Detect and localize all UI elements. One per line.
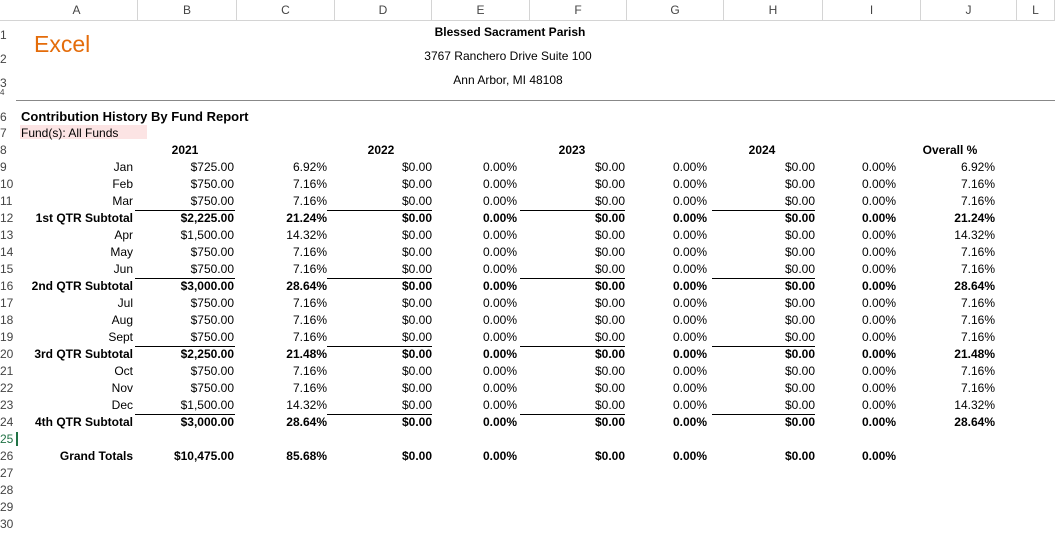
- cell-overall[interactable]: 28.64%: [954, 415, 995, 429]
- cell-p2022[interactable]: 0.00%: [482, 177, 517, 191]
- cell-y2023[interactable]: $0.00: [594, 160, 625, 174]
- cell-p2024[interactable]: 0.00%: [861, 415, 896, 429]
- cell-y2024[interactable]: $0.00: [784, 279, 815, 293]
- cell-p2022[interactable]: 0.00%: [482, 194, 517, 208]
- row-header-13[interactable]: 13: [0, 228, 14, 242]
- cell-p2024[interactable]: 0.00%: [861, 279, 896, 293]
- cell-y2021[interactable]: $3,000.00: [180, 415, 234, 429]
- column-header-c[interactable]: C: [237, 0, 335, 20]
- cell-y2024[interactable]: $0.00: [784, 194, 815, 208]
- year-header-2023: 2023: [558, 143, 586, 157]
- cell-p2021[interactable]: 7.16%: [292, 245, 327, 259]
- cell-label[interactable]: Dec: [111, 398, 133, 412]
- cell-p2024[interactable]: 0.00%: [861, 398, 896, 412]
- year-header-2022: 2022: [367, 143, 395, 157]
- cell-p2022[interactable]: 0.00%: [482, 415, 517, 429]
- cell-p2021[interactable]: 7.16%: [292, 381, 327, 395]
- column-header-d[interactable]: D: [335, 0, 432, 20]
- row-header-9[interactable]: 9: [0, 160, 7, 174]
- cell-y2022[interactable]: $0.00: [401, 296, 432, 310]
- cell-y2024[interactable]: $0.00: [784, 296, 815, 310]
- cell-overall[interactable]: 7.16%: [960, 313, 995, 327]
- cell-y2023[interactable]: $0.00: [594, 211, 625, 225]
- cell-p2022[interactable]: 0.00%: [482, 296, 517, 310]
- row-header-17[interactable]: 17: [0, 296, 14, 310]
- cell-p2022[interactable]: 0.00%: [482, 211, 517, 225]
- cell-y2021[interactable]: $750.00: [190, 381, 234, 395]
- cell-y2021[interactable]: $750.00: [190, 364, 234, 378]
- column-header-g[interactable]: G: [627, 0, 724, 20]
- cell-y2023[interactable]: $0.00: [594, 364, 625, 378]
- cell-y2022[interactable]: $0.00: [401, 381, 432, 395]
- cell-p2023[interactable]: 0.00%: [672, 398, 707, 412]
- cell-p2024[interactable]: 0.00%: [861, 245, 896, 259]
- cell-y2022[interactable]: $0.00: [401, 347, 432, 361]
- column-header-j[interactable]: J: [921, 0, 1017, 20]
- cell-y2023[interactable]: $0.00: [594, 228, 625, 242]
- cell-y2021[interactable]: $1,500.00: [180, 228, 234, 242]
- cell-y2021[interactable]: $750.00: [190, 330, 234, 344]
- row-header-30[interactable]: 30: [0, 517, 14, 531]
- cell-p2022[interactable]: 0.00%: [482, 381, 517, 395]
- cell-label[interactable]: 3rd QTR Subtotal: [34, 347, 133, 361]
- cell-overall[interactable]: 7.16%: [960, 364, 995, 378]
- row-header-6[interactable]: 6: [0, 110, 7, 124]
- cell-y2021[interactable]: $750.00: [190, 296, 234, 310]
- cell-y2024[interactable]: $0.00: [784, 177, 815, 191]
- fund-filter-label: Fund(s): All Funds: [21, 126, 119, 140]
- cell-y2021[interactable]: $725.00: [190, 160, 234, 174]
- cell-p2023[interactable]: 0.00%: [672, 330, 707, 344]
- cell-p2024[interactable]: 0.00%: [861, 228, 896, 242]
- row-header-14[interactable]: 14: [0, 245, 14, 259]
- cell-p2023[interactable]: 0.00%: [672, 381, 707, 395]
- cell-label[interactable]: Sept: [108, 330, 133, 344]
- column-header-a[interactable]: A: [16, 0, 138, 20]
- row-header-4[interactable]: 4: [0, 88, 5, 97]
- cell-p2023[interactable]: 0.00%: [672, 262, 707, 276]
- cell-label[interactable]: Feb: [112, 177, 133, 191]
- excel-logo-text: Excel: [34, 31, 91, 57]
- cell-p2024[interactable]: 0.00%: [861, 160, 896, 174]
- row-header-28[interactable]: 28: [0, 483, 14, 497]
- cell-y2021[interactable]: $750.00: [190, 313, 234, 327]
- row-header-23[interactable]: 23: [0, 398, 14, 412]
- cell-p2023[interactable]: 0.00%: [672, 364, 707, 378]
- row-header-20[interactable]: 20: [0, 347, 14, 361]
- cell-overall[interactable]: 6.92%: [960, 160, 995, 174]
- row-header-19[interactable]: 19: [0, 330, 14, 344]
- cell-grand-y2023[interactable]: $0.00: [594, 449, 625, 463]
- cell-overall[interactable]: 14.32%: [954, 398, 995, 412]
- cell-y2022[interactable]: $0.00: [401, 228, 432, 242]
- cell-y2021[interactable]: $2,225.00: [180, 211, 234, 225]
- cell-p2024[interactable]: 0.00%: [861, 381, 896, 395]
- cell-y2021[interactable]: $3,000.00: [180, 279, 234, 293]
- cell-grand-p2024[interactable]: 0.00%: [861, 449, 896, 463]
- cell-p2023[interactable]: 0.00%: [672, 279, 707, 293]
- cell-p2022[interactable]: 0.00%: [482, 228, 517, 242]
- org-address-line2: Ann Arbor, MI 48108: [453, 73, 563, 87]
- overall-percent-header: Overall %: [922, 143, 978, 157]
- cell-p2021[interactable]: 7.16%: [292, 313, 327, 327]
- cell-p2023[interactable]: 0.00%: [672, 160, 707, 174]
- cell-p2021[interactable]: 6.92%: [292, 160, 327, 174]
- cell-p2024[interactable]: 0.00%: [861, 177, 896, 191]
- cell-grand-y2021[interactable]: $10,475.00: [173, 449, 234, 463]
- cell-overall[interactable]: 7.16%: [960, 245, 995, 259]
- cell-grand-p2022[interactable]: 0.00%: [482, 449, 517, 463]
- header-divider: [16, 100, 1055, 101]
- cell-p2024[interactable]: 0.00%: [861, 262, 896, 276]
- cell-p2024[interactable]: 0.00%: [861, 364, 896, 378]
- cell-y2022[interactable]: $0.00: [401, 279, 432, 293]
- report-title: Contribution History By Fund Report: [21, 109, 249, 124]
- column-header-h[interactable]: H: [724, 0, 823, 20]
- row-header-25[interactable]: 25: [0, 432, 18, 446]
- cell-label[interactable]: Jun: [113, 262, 133, 276]
- cell-label[interactable]: Jul: [117, 296, 133, 310]
- cell-y2021[interactable]: $1,500.00: [180, 398, 234, 412]
- cell-p2021[interactable]: 14.32%: [286, 398, 327, 412]
- cell-y2022[interactable]: $0.00: [401, 160, 432, 174]
- cell-p2021[interactable]: 7.16%: [292, 296, 327, 310]
- cell-grand-p2021[interactable]: 85.68%: [286, 449, 327, 463]
- cell-p2021[interactable]: 7.16%: [292, 194, 327, 208]
- row-header-26[interactable]: 26: [0, 449, 14, 463]
- cell-p2023[interactable]: 0.00%: [672, 177, 707, 191]
- cell-p2021[interactable]: 14.32%: [286, 228, 327, 242]
- row-header-7[interactable]: 7: [0, 126, 7, 140]
- cell-label[interactable]: Mar: [112, 194, 133, 208]
- cell-p2023[interactable]: 0.00%: [672, 347, 707, 361]
- cell-p2024[interactable]: 0.00%: [861, 194, 896, 208]
- cell-y2024[interactable]: $0.00: [784, 415, 815, 429]
- org-address-line1: 3767 Ranchero Drive Suite 100: [424, 49, 592, 63]
- cell-y2024[interactable]: $0.00: [784, 211, 815, 225]
- cell-p2022[interactable]: 0.00%: [482, 347, 517, 361]
- cell-p2021[interactable]: 28.64%: [286, 279, 327, 293]
- org-name: Blessed Sacrament Parish: [434, 25, 586, 39]
- cell-y2022[interactable]: $0.00: [401, 313, 432, 327]
- cell-y2023[interactable]: $0.00: [594, 262, 625, 276]
- column-header-e[interactable]: E: [432, 0, 530, 20]
- cell-label[interactable]: May: [110, 245, 133, 259]
- cell-y2023[interactable]: $0.00: [594, 381, 625, 395]
- cell-y2023[interactable]: $0.00: [594, 415, 625, 429]
- cell-y2021[interactable]: $2,250.00: [180, 347, 234, 361]
- row-header-11[interactable]: 11: [0, 194, 13, 208]
- column-header-l[interactable]: L: [1017, 0, 1055, 20]
- cell-p2021[interactable]: 21.48%: [286, 347, 327, 361]
- cell-overall[interactable]: 7.16%: [960, 381, 995, 395]
- column-header-i[interactable]: I: [823, 0, 921, 20]
- cell-y2024[interactable]: $0.00: [784, 364, 815, 378]
- cell-p2022[interactable]: 0.00%: [482, 330, 517, 344]
- row-header-16[interactable]: 16: [0, 279, 14, 293]
- row-header-27[interactable]: 27: [0, 466, 14, 480]
- cell-overall[interactable]: 7.16%: [960, 194, 995, 208]
- cell-y2024[interactable]: $0.00: [784, 262, 815, 276]
- row-header-2[interactable]: 2: [0, 52, 7, 66]
- cell-y2022[interactable]: $0.00: [401, 177, 432, 191]
- cell-y2024[interactable]: $0.00: [784, 347, 815, 361]
- cell-y2021[interactable]: $750.00: [190, 262, 234, 276]
- cell-p2021[interactable]: 28.64%: [286, 415, 327, 429]
- cell-p2022[interactable]: 0.00%: [482, 245, 517, 259]
- cell-y2023[interactable]: $0.00: [594, 194, 625, 208]
- cell-p2023[interactable]: 0.00%: [672, 245, 707, 259]
- cell-p2024[interactable]: 0.00%: [861, 211, 896, 225]
- cell-p2023[interactable]: 0.00%: [672, 415, 707, 429]
- cell-label[interactable]: 2nd QTR Subtotal: [31, 279, 133, 293]
- cell-p2023[interactable]: 0.00%: [672, 313, 707, 327]
- cell-p2021[interactable]: 7.16%: [292, 330, 327, 344]
- cell-overall[interactable]: 21.48%: [954, 347, 995, 361]
- cell-overall[interactable]: 7.16%: [960, 330, 995, 344]
- row-header-12[interactable]: 12: [0, 211, 14, 225]
- column-header-bar: [0, 0, 1055, 21]
- cell-y2024[interactable]: $0.00: [784, 330, 815, 344]
- cell-y2023[interactable]: $0.00: [594, 296, 625, 310]
- cell-p2022[interactable]: 0.00%: [482, 364, 517, 378]
- cell-overall[interactable]: 14.32%: [954, 228, 995, 242]
- cell-p2021[interactable]: 7.16%: [292, 262, 327, 276]
- year-header-2021: 2021: [171, 143, 199, 157]
- year-header-2024: 2024: [748, 143, 776, 157]
- cell-y2024[interactable]: $0.00: [784, 381, 815, 395]
- cell-y2021[interactable]: $750.00: [190, 245, 234, 259]
- cell-p2022[interactable]: 0.00%: [482, 279, 517, 293]
- cell-p2022[interactable]: 0.00%: [482, 262, 517, 276]
- cell-overall[interactable]: 21.24%: [954, 211, 995, 225]
- row-header-18[interactable]: 18: [0, 313, 14, 327]
- cell-y2021[interactable]: $750.00: [190, 177, 234, 191]
- cell-grand-y2024[interactable]: $0.00: [784, 449, 815, 463]
- cell-overall[interactable]: 28.64%: [954, 279, 995, 293]
- cell-y2022[interactable]: $0.00: [401, 330, 432, 344]
- cell-y2024[interactable]: $0.00: [784, 228, 815, 242]
- cell-p2023[interactable]: 0.00%: [672, 296, 707, 310]
- cell-y2023[interactable]: $0.00: [594, 245, 625, 259]
- row-header-22[interactable]: 22: [0, 381, 14, 395]
- cell-p2022[interactable]: 0.00%: [482, 398, 517, 412]
- row-header-29[interactable]: 29: [0, 500, 14, 514]
- cell-y2022[interactable]: $0.00: [401, 194, 432, 208]
- cell-y2024[interactable]: $0.00: [784, 398, 815, 412]
- cell-y2021[interactable]: $750.00: [190, 194, 234, 208]
- row-header-1[interactable]: 1: [0, 28, 7, 42]
- cell-p2024[interactable]: 0.00%: [861, 330, 896, 344]
- cell-label[interactable]: Oct: [114, 364, 133, 378]
- column-header-f[interactable]: F: [530, 0, 627, 20]
- cell-p2021[interactable]: 7.16%: [292, 177, 327, 191]
- cell-label[interactable]: Nov: [111, 381, 133, 395]
- cell-overall[interactable]: 7.16%: [960, 296, 995, 310]
- cell-p2024[interactable]: 0.00%: [861, 296, 896, 310]
- cell-p2024[interactable]: 0.00%: [861, 347, 896, 361]
- cell-y2022[interactable]: $0.00: [401, 245, 432, 259]
- cell-y2023[interactable]: $0.00: [594, 398, 625, 412]
- row-header-8[interactable]: 8: [0, 143, 7, 157]
- cell-y2024[interactable]: $0.00: [784, 160, 815, 174]
- cell-grand-p2023[interactable]: 0.00%: [672, 449, 707, 463]
- cell-y2023[interactable]: $0.00: [594, 279, 625, 293]
- cell-overall[interactable]: 7.16%: [960, 262, 995, 276]
- cell-p2021[interactable]: 21.24%: [286, 211, 327, 225]
- cell-grand-y2022[interactable]: $0.00: [401, 449, 432, 463]
- cell-p2023[interactable]: 0.00%: [672, 211, 707, 225]
- row-header-3[interactable]: 3: [0, 76, 7, 90]
- cell-y2022[interactable]: $0.00: [401, 364, 432, 378]
- cell-y2023[interactable]: $0.00: [594, 313, 625, 327]
- row-header-24[interactable]: 24: [0, 415, 14, 429]
- cell-y2023[interactable]: $0.00: [594, 177, 625, 191]
- cell-label[interactable]: Aug: [111, 313, 133, 327]
- row-header-15[interactable]: 15: [0, 262, 14, 276]
- cell-y2022[interactable]: $0.00: [401, 415, 432, 429]
- cell-p2023[interactable]: 0.00%: [672, 194, 707, 208]
- cell-label[interactable]: 1st QTR Subtotal: [35, 211, 133, 225]
- cell-y2022[interactable]: $0.00: [401, 398, 432, 412]
- cell-p2022[interactable]: 0.00%: [482, 313, 517, 327]
- cell-y2024[interactable]: $0.00: [784, 313, 815, 327]
- cell-y2024[interactable]: $0.00: [784, 245, 815, 259]
- cell-label[interactable]: Jan: [113, 160, 133, 174]
- cell-grand-label[interactable]: Grand Totals: [59, 449, 133, 463]
- cell-label[interactable]: Apr: [114, 228, 133, 242]
- row-header-10[interactable]: 10: [0, 177, 14, 191]
- cell-p2021[interactable]: 7.16%: [292, 364, 327, 378]
- cell-y2023[interactable]: $0.00: [594, 347, 625, 361]
- cell-label[interactable]: 4th QTR Subtotal: [35, 415, 133, 429]
- cell-y2023[interactable]: $0.00: [594, 330, 625, 344]
- cell-overall[interactable]: 7.16%: [960, 177, 995, 191]
- cell-y2022[interactable]: $0.00: [401, 262, 432, 276]
- cell-p2022[interactable]: 0.00%: [482, 160, 517, 174]
- column-header-b[interactable]: B: [138, 0, 237, 20]
- row-header-21[interactable]: 21: [0, 364, 14, 378]
- cell-p2024[interactable]: 0.00%: [861, 313, 896, 327]
- cell-y2022[interactable]: $0.00: [401, 211, 432, 225]
- cell-p2023[interactable]: 0.00%: [672, 228, 707, 242]
